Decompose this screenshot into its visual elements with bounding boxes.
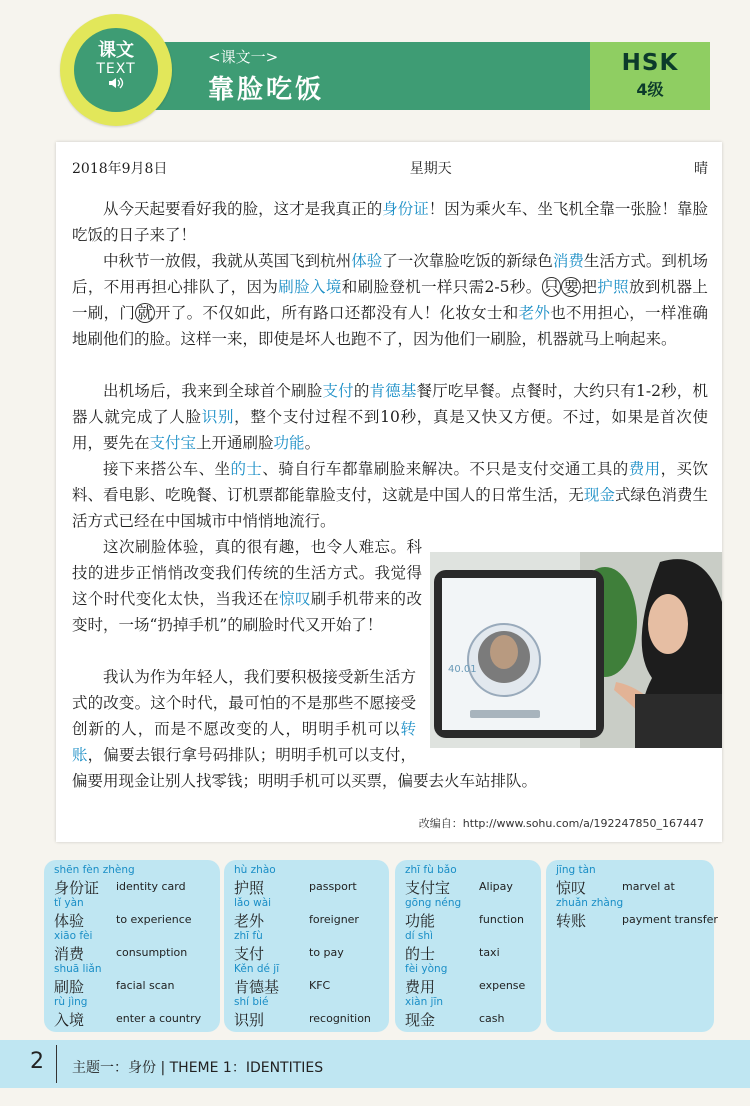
face-scan-kiosk-photo xyxy=(430,552,722,748)
vocab-box-2 xyxy=(224,860,389,1032)
diary-date: 2018年9月8日 xyxy=(72,161,168,177)
lesson-title: 靠脸吃饭 xyxy=(208,75,325,105)
keyword-zhifubao: 支付宝 xyxy=(149,434,197,452)
keyword-gongneng: 功能 xyxy=(273,434,305,452)
keyword-zhifu: 支付 xyxy=(322,382,354,400)
keyword-xianjin: 现金 xyxy=(583,486,615,504)
hsk-level: 4级 xyxy=(636,80,664,99)
vocab-item: xiāo fèi 消费 consumption xyxy=(54,930,188,963)
vocab-item: jīng tàn 惊叹 marvel at xyxy=(556,864,675,897)
vocab-item: lǎo wài 老外 foreigner xyxy=(234,897,359,930)
kiosk-screen-text: 40.01 xyxy=(448,664,477,675)
keyword-dishi: 的士 xyxy=(230,460,263,478)
paragraph-2: 中秋节一放假，我就从英国飞到杭州体验了一次靠脸吃饭的新绿色消费生活方式。到机场后，不用再担心排队了，因为刷脸入境和刷脸登机一样只需2-5秒。 只 要 把护照放到机器上一刷，门 就 开了。不仅如此，所有路口还都没有人！化妆女士和老外也不用担心，一样准确地刷他们的脸。这样一来，即使是坏人也跑不了，因为他们一刷脸，机器就马上响起来。 xyxy=(72,252,708,348)
circled-jiu: 就 xyxy=(137,304,154,322)
vocab-item: tǐ yàn 体验 to experience xyxy=(54,897,192,930)
vocab-item: zhī fù 支付 to pay xyxy=(234,930,344,963)
paragraph-4: 接下来搭公车、坐的士、骑自行车都靠刷脸来解决。不只是支付交通工具的费用，买饮料、看电影、吃晚餐、订机票都能靠脸支付，这就是中国人的日常生活，无现金式绿色消费生活方式已经在中国城市中悄悄地流行。 xyxy=(72,460,708,530)
vocab-item: gōng néng 功能 function xyxy=(405,897,524,930)
vocab-item: xiàn jīn 现金 cash xyxy=(405,996,505,1029)
keyword-huzhao: 护照 xyxy=(597,278,629,296)
circled-yao: 要 xyxy=(563,278,580,296)
vocab-box-1 xyxy=(44,860,220,1032)
paragraph-1: 从今天起要看好我的脸，这才是我真正的身份证！因为乘火车、坐飞机全靠一张脸！靠脸吃饭的日子来了！ xyxy=(72,200,708,244)
vocab-item: zhuǎn zhàng 转账 payment transfer xyxy=(556,897,718,930)
lesson-subtitle: <课文一> xyxy=(208,48,279,66)
paragraph-5: 这次刷脸体验，真的很有趣，也令人难忘。科技的进步正悄悄改变我们传统的生活方式。我觉得这个时代变化太快，当我还在惊叹刷手机带来的改变时，一场“扔掉手机”的刷脸时代又开始了！ xyxy=(72,538,422,634)
keyword-zhuanzhang: 转账 xyxy=(72,720,416,764)
vocab-item: shuā liǎn 刷脸 facial scan xyxy=(54,963,175,996)
speaker-icon[interactable] xyxy=(74,77,158,91)
text-badge[interactable] xyxy=(74,28,158,112)
vocab-item: fèi yòng 费用 expense xyxy=(405,963,526,996)
vocab-item: dí shì 的士 taxi xyxy=(405,930,500,963)
circled-zhi: 只 xyxy=(543,278,560,296)
keyword-kendeji: 肯德基 xyxy=(369,382,417,400)
vocab-item: shí bié 识别 recognition xyxy=(234,996,371,1029)
keyword-shualian: 刷脸 xyxy=(278,278,310,296)
hsk-label: HSK xyxy=(621,50,679,76)
keyword-feiyong: 费用 xyxy=(628,460,661,478)
diary-dateline xyxy=(72,158,708,178)
badge-chinese: 课文 xyxy=(98,40,134,61)
keyword-jingtan: 惊叹 xyxy=(279,590,311,608)
keyword-xiaofei: 消费 xyxy=(552,252,584,270)
vocab-item: rù jìng 入境 enter a country xyxy=(54,996,202,1029)
footer-divider xyxy=(56,1045,57,1083)
page-number: 2 xyxy=(30,1049,44,1074)
paragraph-6: 我认为作为年轻人，我们要积极接受新生活方式的改变。这个时代，最可怕的不是那些不愿接受创新的人，而是不愿改变的人，明明手机可以转账，偏要去银行拿号码排队；明明手机可以支付，偏要用现金让别人找零钱；明明手机可以买票，偏要去火车站排队。 xyxy=(72,664,708,794)
vocab-item: Kěn dé jī 肯德基 KFC xyxy=(234,963,331,996)
badge-english: TEXT xyxy=(96,60,136,77)
hsk-level-tab xyxy=(590,42,710,110)
vocab-item: shēn fèn zhèng 身份证 identity card xyxy=(54,864,186,897)
paragraph-3: 出机场后，我来到全球首个刷脸支付的肯德基餐厅吃早餐。点餐时，大约只有1-2秒，机器人就完成了人脸识别，整个支付过程不到10秒，真是又快又方便。不过，如果是首次使用，要先在支付宝上开通刷脸功能。 xyxy=(72,382,708,452)
source-citation: 改编自：http://www.sohu.com/a/192247850_167447 xyxy=(418,817,704,830)
vocab-item: zhī fù bǎo 支付宝 Alipay xyxy=(405,864,513,897)
keyword-shenfenzheng: 身份证 xyxy=(382,200,429,218)
vocab-box-4 xyxy=(546,860,718,1032)
vocab-item: hù zhào 护照 passport xyxy=(234,864,357,897)
keyword-laowai: 老外 xyxy=(518,304,551,322)
keyword-rujing: 入境 xyxy=(310,278,342,296)
keyword-shibie: 识别 xyxy=(201,408,235,426)
keyword-tiyan: 体验 xyxy=(351,252,383,270)
diary-weather: 晴 xyxy=(693,161,708,177)
vocab-box-3 xyxy=(395,860,541,1032)
diary-weekday: 星期天 xyxy=(409,161,452,177)
footer-theme: 主题一：身份 | THEME 1：IDENTITIES xyxy=(72,1060,324,1076)
